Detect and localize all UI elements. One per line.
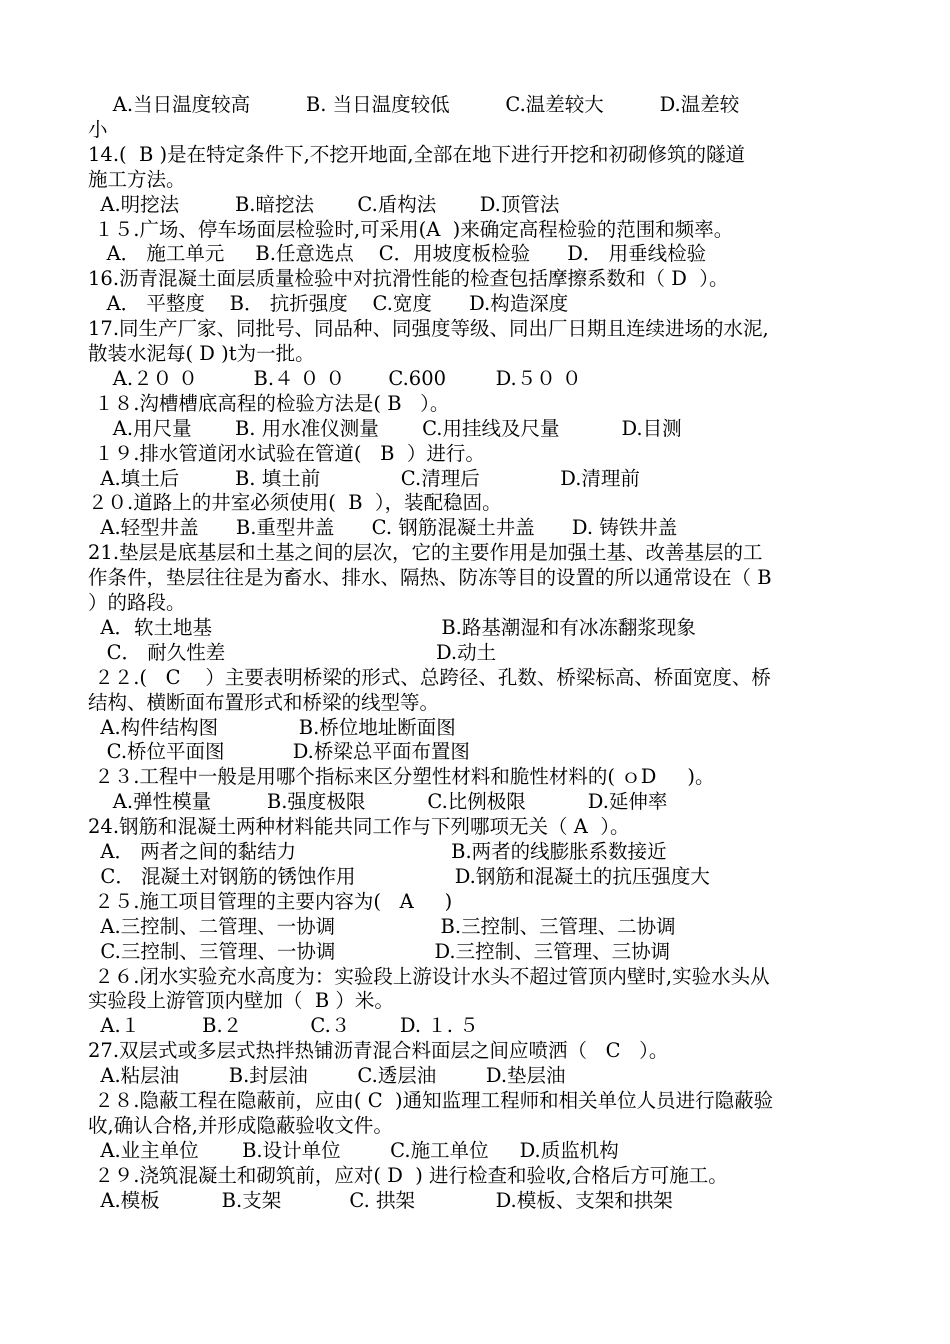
text-line: ２０.道路上的井室必须使用( B ），装配稳固。 (88, 491, 502, 515)
text-line: １８.沟槽槽底高程的检验方法是( B ）。 (88, 391, 450, 415)
text-line: C． 混凝土对钢筋的锈蚀作用 D.钢筋和混凝土的抗压强度大 (88, 864, 710, 888)
text-line: 17.同生产厂家、同批号、同品种、同强度等级、同出厂日期且连续进场的水泥, (88, 317, 769, 341)
text-line: A.轻型井盖 B.重型井盖 C. 钢筋混凝土井盖 D. 铸铁井盖 (88, 516, 678, 540)
text-line: ）的路段。 (88, 591, 186, 614)
text-line: A.当日温度较高 B. 当日温度较低 C.温差较大 D.温差较 (88, 93, 740, 116)
text-line: 14.( B )是在特定条件下,不挖开地面,全部在地下进行开挖和初砌修筑的隧道 (88, 142, 746, 166)
text-line: C． 耐久性差 D.动土 (88, 640, 497, 664)
text-line: A.１ B.２ C.３ D. １. ５ (88, 1014, 479, 1038)
text-line: 27.双层式或多层式热拌热铺沥青混合料面层之间应喷洒（ C ）。 (88, 1039, 669, 1063)
text-line: １５.广场、停车场面层检验时,可采用(A )来确定高程检验的范围和频率。 (88, 217, 734, 241)
text-line: 作条件，垫层往往是为畜水、排水、隔热、防冻等目的设置的所以通常设在（ B (88, 566, 772, 590)
text-line: 21.垫层是底基层和土基之间的层次，它的主要作用是加强土基、改善基层的工 (88, 541, 763, 565)
text-line: 实验段上游管顶内壁加（ B ）米。 (88, 989, 394, 1013)
text-line: A.填土后 B. 填土前 C.清理后 D.清理前 (88, 466, 640, 490)
text-line: C.桥位平面图 D.桥梁总平面布置图 (88, 740, 470, 764)
text-line: A．软土地基 B.路基潮湿和有冰冻翻浆现象 (88, 615, 696, 639)
text-line: 24.钢筋和混凝土两种材料能共同工作与下列哪项无关（ A ）。 (88, 815, 630, 839)
text-line: １９.排水管道闭水试验在管道( B ）进行。 (88, 441, 485, 465)
text-line: A.明挖法 B.暗挖法 C.盾构法 D.顶管法 (88, 192, 560, 216)
text-line: ２６.闭水实验充水高度为：实验段上游设计水头不超过管顶内壁时,实验水头从 (88, 964, 770, 988)
text-line: A.粘层油 B.封层油 C.透层油 D.垫层油 (88, 1064, 566, 1088)
text-line: 散装水泥每( D )t为一批。 (88, 342, 315, 365)
text-line: ２８.隐蔽工程在隐蔽前，应由( C )通知监理工程师和相关单位人员进行隐蔽验 (88, 1089, 774, 1112)
text-line: ２５.施工项目管理的主要内容为( A ) (88, 889, 453, 913)
text-line: 小 (88, 117, 108, 141)
text-line: A.构件结构图 B.桥位地址断面图 (88, 715, 456, 739)
text-line: A.模板 B.支架 C. 拱架 D.模板、支架和拱架 (88, 1188, 673, 1212)
text-line: A.用尺量 B. 用水准仪测量 C.用挂线及尺量 D.目测 (88, 416, 682, 440)
text-line: 施工方法。 (88, 167, 186, 191)
text-line: A.２０ ０ B.４ ０ ０ C.600 D.５０ ０ (88, 366, 582, 390)
text-line: ２３.工程中一般是用哪个指标来区分塑性材料和脆性材料的( ｏD )。 (88, 765, 715, 789)
text-line: A.业主单位 B.设计单位 C.施工单位 D.质监机构 (88, 1138, 619, 1162)
text-line: A． 两者之间的黏结力 B.两者的线膨胀系数接近 (88, 840, 667, 863)
text-line: ２９.浇筑混凝土和砌筑前，应对( D ) 进行检查和验收,合格后方可施工。 (88, 1163, 728, 1187)
text-line: C.三控制、三管理、一协调 D.三控制、三管理、三协调 (88, 939, 671, 963)
text-line: A.弹性模量 B.强度极限 C.比例极限 D.延伸率 (88, 790, 668, 814)
text-line: ２２.( C ）主要表明桥梁的形式、总跨径、孔数、桥梁标高、桥面宽度、桥 (88, 665, 771, 689)
text-line: 收,确认合格,并形成隐蔽验收文件。 (88, 1113, 393, 1137)
text-line: A． 施工单元 B.任意选点 C．用坡度板检验 D． 用垂线检验 (88, 242, 707, 266)
text-line: A． 平整度 B． 抗折强度 C.宽度 D.构造深度 (88, 292, 569, 316)
text-line: 16.沥青混凝土面层质量检验中对抗滑性能的检查包括摩擦系数和（ D ）。 (88, 267, 729, 291)
text-line: 结构、横断面布置形式和桥梁的线型等。 (88, 690, 440, 714)
text-line: A.三控制、二管理、一协调 B.三控制、三管理、二协调 (88, 914, 676, 938)
